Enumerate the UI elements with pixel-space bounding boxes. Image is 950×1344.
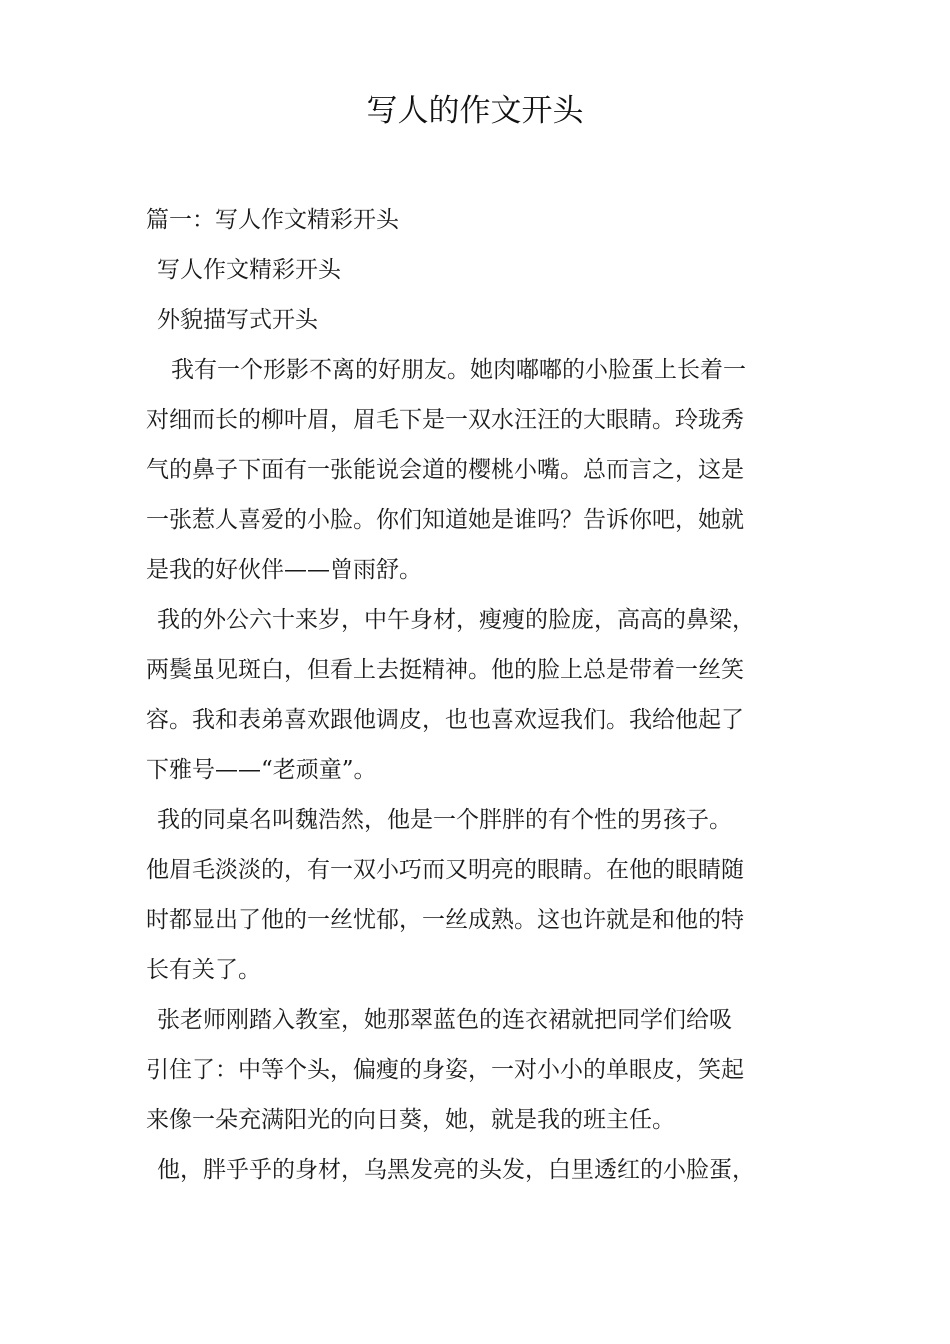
paragraph-line: 他，胖乎乎的身材，乌黑发亮的头发，白里透红的小脸蛋，	[157, 1157, 755, 1183]
paragraph-line: 是我的好伙伴——曾雨舒。	[146, 557, 422, 583]
paragraph-5	[146, 1145, 806, 1195]
paragraph-line: 来像一朵充满阳光的向日葵，她，就是我的班主任。	[146, 1107, 675, 1133]
paragraph-line: 我有一个形影不离的好朋友。她肉嘟嘟的小脸蛋上长着一	[171, 357, 746, 383]
paragraph-3	[146, 795, 806, 995]
document-body	[146, 195, 806, 1195]
paragraph-line: 我的外公六十来岁，中午身材，瘦瘦的脸庞，高高的鼻梁，	[157, 607, 755, 633]
paragraph-1	[146, 345, 806, 595]
paragraph-line: 我的同桌名叫魏浩然，他是一个胖胖的有个性的男孩子。	[157, 807, 732, 833]
section-heading: 篇一：写人作文精彩开头	[146, 207, 399, 233]
paragraph-line: 容。我和表弟喜欢跟他调皮，也也喜欢逗我们。我给他起了	[146, 707, 744, 733]
paragraph-2	[146, 595, 806, 795]
paragraph-4	[146, 995, 806, 1145]
paragraph-line: 张老师刚踏入教室，她那翠蓝色的连衣裙就把同学们给吸	[157, 1007, 732, 1033]
subheading: 写人作文精彩开头	[157, 257, 341, 283]
subsection-heading: 外貌描写式开头	[157, 307, 318, 333]
paragraph-line: 两鬓虽见斑白，但看上去挺精神。他的脸上总是带着一丝笑	[146, 657, 744, 683]
paragraph-line: 长有关了。	[146, 957, 261, 983]
page-title: 写人的作文开头	[366, 93, 584, 129]
paragraph-line: 气的鼻子下面有一张能说会道的樱桃小嘴。总而言之，这是	[146, 457, 744, 483]
paragraph-line: 引住了：中等个头，偏瘦的身姿，一对小小的单眼皮，笑起	[146, 1057, 744, 1083]
paragraph-line: 对细而长的柳叶眉，眉毛下是一双水汪汪的大眼睛。玲珑秀	[146, 407, 744, 433]
paragraph-line: 一张惹人喜爱的小脸。你们知道她是谁吗？告诉你吧，她就	[146, 507, 744, 533]
paragraph-line: 时都显出了他的一丝忧郁，一丝成熟。这也许就是和他的特	[146, 907, 744, 933]
paragraph-line: 他眉毛淡淡的，有一双小巧而又明亮的眼睛。在他的眼睛随	[146, 857, 744, 883]
paragraph-line: 下雅号——“老顽童”。	[146, 757, 377, 783]
